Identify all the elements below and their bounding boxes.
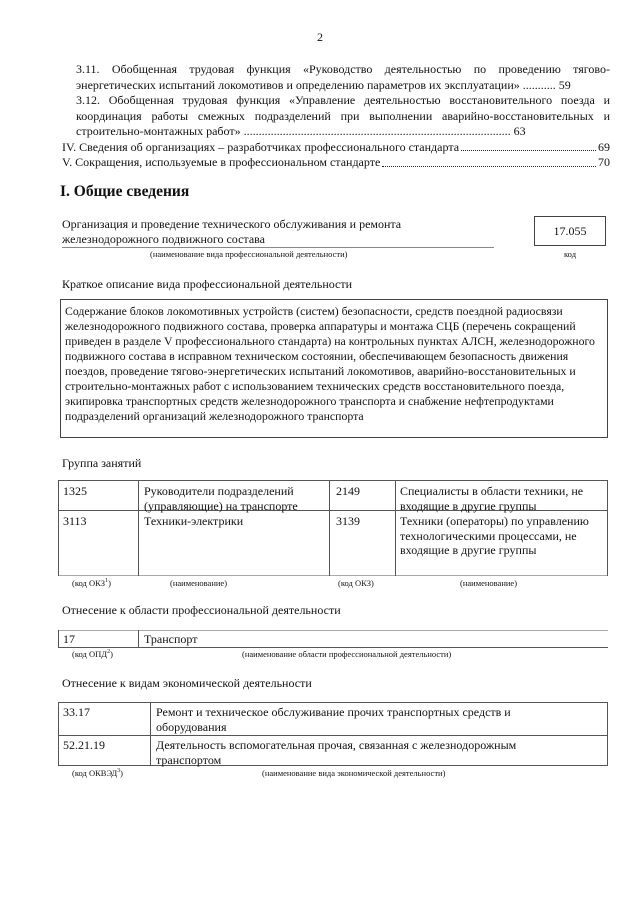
table-border: [58, 630, 608, 631]
activity-name-caption: (наименование вида профессиональной деятельности): [150, 249, 348, 259]
opd-code: 17: [63, 632, 75, 646]
activity-name: Организация и проведение технического обслуживания и ремонта железнодорожного подвижного состава: [62, 217, 494, 248]
economic-heading: Отнесение к видам экономической деятельности: [62, 676, 312, 690]
okz-code: 2149: [336, 484, 360, 498]
toc-item-3-11[interactable]: 3.11. Обобщенная трудовая функция «Руководство деятельностью по проведению тягово-энергетических испытаний локомотивов и определению параметров их эксплуатации» ........... 59: [76, 62, 610, 92]
toc-item-v-text: V. Сокращения, используемые в профессиональном стандарте: [62, 155, 381, 169]
opd-name: Транспорт: [144, 632, 198, 646]
table-border: [58, 702, 608, 703]
table-border: [138, 630, 139, 648]
table-border: [329, 480, 330, 576]
toc-item-3-12-page: 63: [513, 124, 526, 138]
table-border: [58, 647, 608, 648]
toc-dots: [382, 166, 596, 167]
table-border: [58, 702, 59, 766]
okz-name: Техники-электрики: [144, 514, 244, 528]
toc-item-iv-page: 69: [598, 139, 610, 154]
okz-name: Специалисты в области техники, не входящие в другие группы: [400, 484, 584, 513]
brief-box: [60, 299, 608, 438]
table-border: [607, 702, 608, 766]
okved-code: 52.21.19: [63, 738, 105, 752]
field-heading: Отнесение к области профессиональной деятельности: [62, 603, 341, 617]
table-border: [58, 575, 608, 576]
okved-name: Ремонт и техническое обслуживание прочих транспортных средств и оборудования: [156, 705, 511, 734]
toc-item-iv[interactable]: [62, 140, 610, 156]
okz-name-caption: (наименование): [460, 578, 518, 588]
table-of-contents: [62, 62, 610, 171]
opd-name-caption: (наименование области профессиональной деятельности): [242, 649, 452, 659]
table-border: [58, 480, 59, 576]
field-table: [58, 630, 608, 648]
table-border: [58, 735, 608, 736]
table-border: [138, 480, 139, 576]
toc-item-3-11-text: 3.11. Обобщенная трудовая функция «Руководство деятельностью по проведению тягово-энергетических испытаний локомотивов и определению параметров их эксплуатации»: [76, 62, 610, 92]
okved-name-caption: (наименование вида экономической деятельности): [262, 768, 446, 778]
table-border: [58, 630, 59, 648]
okz-code: 1325: [63, 484, 87, 498]
economic-table: [58, 702, 608, 766]
toc-item-3-12[interactable]: 3.12. Обобщенная трудовая функция «Управление деятельностью восстановительного поезда и координация работы смежных подразделений при выполнении аварийно-восстановительных и строительно-монтажных работ» ......................................................................................... 63: [76, 93, 610, 138]
table-border: [58, 480, 608, 481]
toc-dots: [461, 150, 596, 151]
brief-text: Содержание блоков локомотивных устройств (систем) безопасности, средств поездной радиосвязи железнодорожного подвижного состава, проверка аппаратуры и монтажа СЦБ (перечень сокращений приведен в разделе V профессионального стандарта) на контрольных пунктах АЛСН, железнодорожного подвижного состава в исправном техническом состоянии, обеспечивающем безопасность движения поездов, проведение тягово-энергетических испытаний локомотивов, аварийно-восстановительных и строительно-монтажных работ с использованием технических средств восстановительного поезда, экипировка транспортных средств железнодорожного транспорта и снабжение нефтепродуктами подразделений организаций железнодорожного транспорта: [65, 304, 595, 423]
okz-code-caption: (код ОКЗ): [338, 578, 374, 588]
table-border: [150, 702, 151, 766]
activity-code: 17.055: [534, 216, 606, 246]
toc-item-iv-text: IV. Сведения об организациях – разработчиках профессионального стандарта: [62, 139, 460, 154]
okz-code: 3113: [63, 514, 87, 528]
page-number: 2: [317, 30, 323, 44]
section-title: I. Общие сведения: [60, 183, 190, 200]
table-border: [395, 480, 396, 576]
okz-name: Техники (операторы) по управлению технологическими процессами, не входящие в другие группы: [400, 514, 589, 557]
okz-name: Руководители подразделений (управляющие) на транспорте: [144, 484, 298, 513]
okz-name-caption: (наименование): [170, 578, 228, 588]
okved-name: Деятельность вспомогательная прочая, связанная с железнодорожным транспортом: [156, 738, 517, 767]
okved-code: 33.17: [63, 705, 90, 719]
toc-item-3-12-text: 3.12. Обобщенная трудовая функция «Управление деятельностью восстановительного поезда и координация работы смежных подразделений при выполнении аварийно-восстановительных и строительно-монтажных работ»: [76, 93, 610, 138]
brief-heading: Краткое описание вида профессиональной деятельности: [62, 277, 353, 291]
toc-item-v-page: 70: [598, 155, 610, 169]
okz-code-caption: (код ОКЗ$^1$): [72, 578, 111, 588]
okz-code: 3139: [336, 514, 360, 528]
occupations-table: [58, 480, 608, 576]
activity-code-caption: код: [563, 249, 577, 259]
toc-item-v[interactable]: [62, 155, 610, 171]
toc-item-3-11-page: 59: [558, 77, 571, 92]
opd-code-caption: (код ОПД$^2$): [72, 649, 113, 659]
okved-code-caption: (код ОКВЭД$^3$): [72, 768, 123, 778]
table-border: [607, 480, 608, 576]
occupations-heading: Группа занятий: [62, 456, 142, 470]
